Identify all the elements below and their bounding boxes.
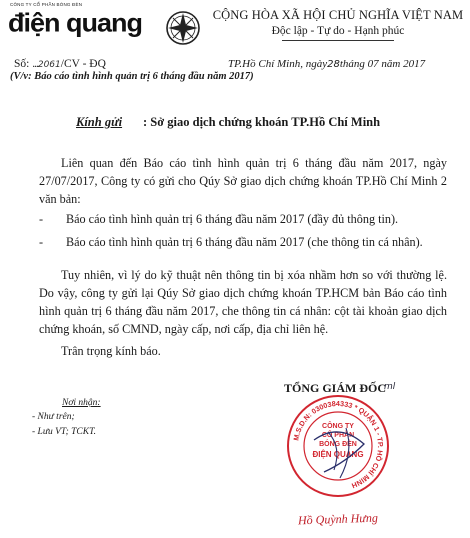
kinh-gui-label: Kính gửi <box>76 115 123 129</box>
bullet-item-2 <box>39 235 423 250</box>
national-motto: Độc lập - Tự do - Hạnh phúc <box>271 25 405 37</box>
company-small-name: CÔNG TY CỔ PHẦN BÓNG ĐÈN <box>10 2 83 7</box>
signature-initials: ml <box>384 382 396 392</box>
signature-title: TỔNG GIÁM ĐỐC <box>284 381 386 395</box>
stamp-line-2: CỔ PHẦN <box>321 432 355 439</box>
stamp-line-1: CÔNG TY <box>322 423 354 430</box>
bullet-dash: - <box>39 235 44 249</box>
national-title: CỘNG HÒA XÃ HỘI CHỦ NGHĨA VIỆT NAM <box>212 8 464 22</box>
document-subject: (V/v: Báo cáo tình hình quản trị 6 tháng đầu năm 2017) <box>10 71 254 82</box>
company-logo-text: điện quang <box>8 8 142 38</box>
date-suffix: tháng 07 năm 2017 <box>339 58 426 70</box>
company-seal-stamp <box>284 392 392 500</box>
recipients-colon: : <box>97 398 101 408</box>
document-number-value: 2061 <box>37 60 61 70</box>
recipient-item: - Như trên; <box>32 412 75 422</box>
recipient-item: - Lưu VT; TCKT. <box>32 427 97 437</box>
closing-line: Trân trọng kính báo. <box>61 344 161 358</box>
recipients-label <box>62 398 101 408</box>
kinh-gui-recipient: : Sở giao dịch chứng khoán TP.Hồ Chí Minh <box>143 115 381 129</box>
signer-name: Hồ Quỳnh Hưng <box>297 510 379 528</box>
date-day: 28 <box>327 59 340 70</box>
document-number-dots: ... <box>32 58 38 70</box>
date-prefix: TP.Hồ Chí Minh, ngày <box>228 58 328 70</box>
bullet-item-1 <box>39 212 398 227</box>
company-logo-icon <box>165 10 201 46</box>
bullet-text: Báo cáo tình hình quản trị 6 tháng đầu năm 2017 (đầy đủ thông tin). <box>66 212 399 226</box>
document-number-suffix: /CV - ĐQ <box>60 58 106 70</box>
bullet-dash: - <box>39 212 44 226</box>
document-date <box>228 58 425 70</box>
motto-underline <box>282 40 394 41</box>
document-number <box>14 58 106 70</box>
stamp-brand: ĐIỆN QUANG <box>312 450 364 459</box>
body-paragraph-2: Tuy nhiên, vì lý do kỹ thuật nên thông tin bị xóa nhầm hơn so với thường lệ. Do vậy, công ty gửi lại Qúy Sở giao dịch chứng khoán TP.HCM bản Báo cáo tình hình quản trị 6 tháng đầu năm 2017, che thông tin cá nhân: cột tài khoản giao dịch chứng khoán, số CMND, ngày cấp, nơi cấp, địa chỉ liên hệ. <box>39 268 447 336</box>
stamp-line-3: BÓNG ĐÈN <box>319 441 357 448</box>
bullet-text: Báo cáo tình hình quản trị 6 tháng đầu năm 2017 (che thông tin cá nhân). <box>66 235 423 249</box>
stamp-ring-text: M.S.D.N: 0300384333 * QUẬN 1 - TP. HỒ CHÍ MINH <box>291 398 386 491</box>
body-paragraph-1: Liên quan đến Báo cáo tình hình quản trị 6 tháng đầu năm 2017, ngày 27/07/2017, Công ty có gửi cho Qúy Sở giao dịch chứng khoán TP.Hồ Chí Minh 2 văn bản: <box>39 156 447 206</box>
recipients-label-text: Nơi nhận <box>62 398 98 408</box>
document-number-prefix: Số: <box>14 58 30 70</box>
